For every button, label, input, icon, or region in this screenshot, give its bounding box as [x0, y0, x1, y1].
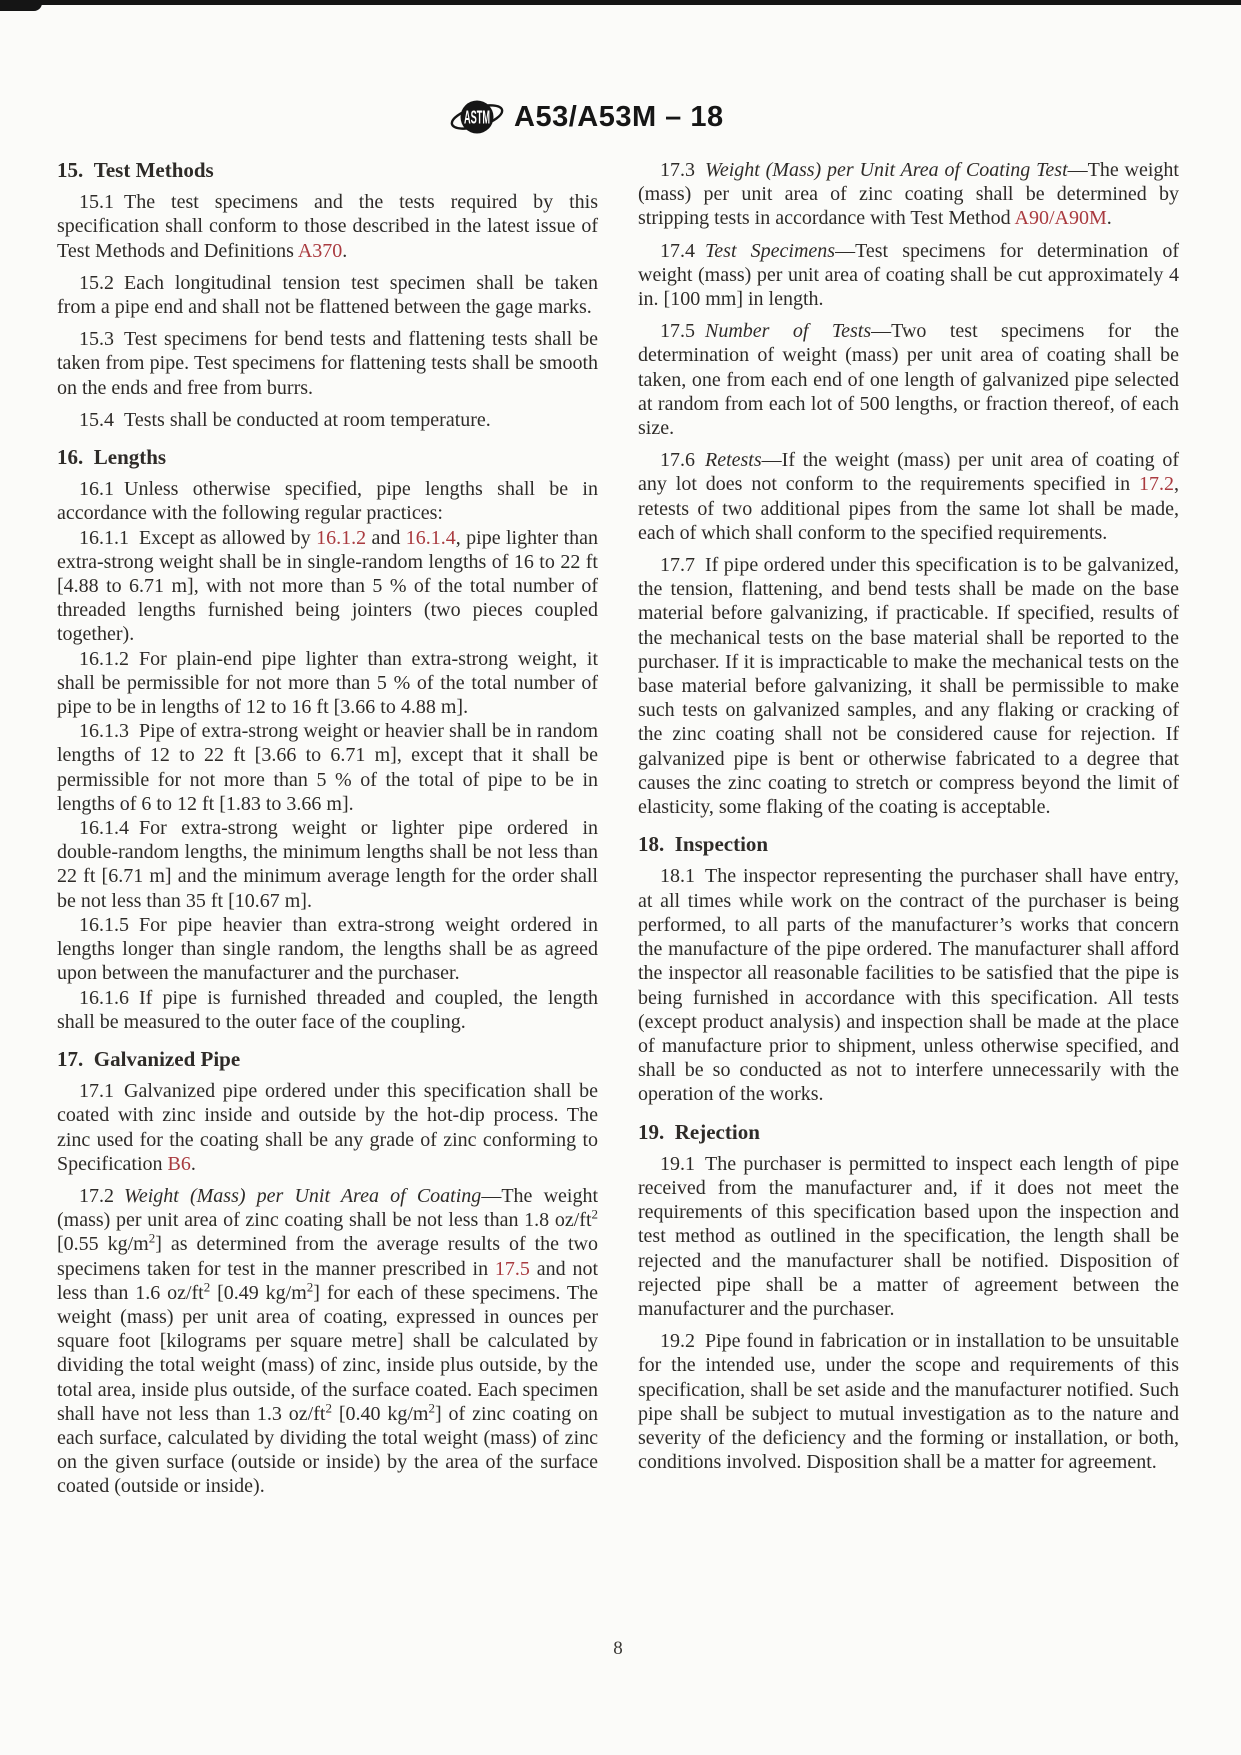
ref-link[interactable]: 17.5	[494, 1257, 530, 1280]
paragraph: 16.1.2 For plain-end pipe lighter than extra-strong weight, it shall be permissible for not more than 5 % of the total number of pipe to be in lengths of 12 to 16 ft [3.66 to 4.88 m].	[57, 647, 598, 719]
italic-term: Test Specimens	[705, 239, 836, 262]
astm-logo-text: ASTM	[463, 108, 491, 129]
paragraph: 16.1.4 For extra-strong weight or lighter pipe ordered in double-random lengths, the minimum lengths shall be not less than 22 ft [6.71 m] and the minimum average length for the order shall be not less than 35 ft [10.67 m].	[57, 817, 598, 912]
italic-term: Weight (Mass) per Unit Area of Coating Test	[705, 159, 1068, 181]
paragraph: 15.3 Test specimens for bend tests and flattening tests shall be taken from pipe. Test specimens for flattening tests shall be smooth on the ends and free from burrs.	[57, 328, 598, 399]
ref-link[interactable]: 16.1.4	[405, 526, 456, 549]
paragraph: 19.1 The purchaser is permitted to inspect each length of pipe received from the manufacturer and, if it does not meet the requirements of this specification based upon the inspection and test method as outlined in the specification, the length shall be rejected and the manufacturer shall be notified. Disposition of rejected pipe shall be a matter of agreement between the manufacturer and the purchaser.	[638, 1152, 1179, 1320]
paragraph: 17.2 Weight (Mass) per Unit Area of Coating—The weight (mass) per unit area of zinc coating shall be not less than 1.8 $oz/ft^2$ [0.55 $kg/m^2$] as determined from the average results of the two specimens taken for test in the manner prescribed in 17.5 and not less than 1.6 $oz/ft^2$ [0.49 $kg/m^2$] for each of these specimens. The weight (mass) per unit area of coating, expressed in ounces per square foot [kilograms per square metre] shall be calculated by dividing the total weight (mass) of zinc, inside plus outside, by the total area, inside plus outside, of the surface coated. Each specimen shall have not less than 1.3 $oz/ft^2$ [0.40 $kg/m^2$] of zinc coating on each surface, calculated by dividing the total weight (mass) of zinc on the given surface (outside or inside) by the area of the surface coated (outside or inside).	[57, 1184, 598, 1498]
superscript: 2	[325, 1400, 332, 1416]
ref-link[interactable]: A370	[297, 239, 343, 262]
section-heading: 19. Rejection	[638, 1119, 760, 1144]
paragraph: 17.6 Retests—If the weight (mass) per unit area of coating of any lot does not conform to the requirements specified in 17.2, retests of two additional pipes from the same lot shall be made, each of which shall conform to the specified requirements.	[638, 449, 1179, 544]
paragraph: 17.3 Weight (Mass) per Unit Area of Coating Test—The weight (mass) per unit area of zinc coating shall be determined by stripping tests in accordance with Test Method A90/A90M.	[638, 159, 1179, 230]
paragraph: 16.1 Unless otherwise specified, pipe lengths shall be in accordance with the following regular practices:	[57, 478, 598, 525]
superscript: 2	[428, 1400, 435, 1416]
section-heading: 16. Lengths	[57, 445, 167, 470]
doc-code: A53/A53M – 18	[514, 100, 724, 133]
paragraph: 16.1.5 For pipe heavier than extra-strong weight ordered in lengths longer than single random, the lengths shall be as agreed upon between the manufacturer and the purchaser.	[57, 913, 598, 985]
page-number: 8	[613, 1638, 623, 1659]
paragraph: 15.4 Tests shall be conducted at room temperature.	[79, 408, 491, 431]
right-column	[638, 158, 1179, 1499]
ref-link[interactable]: 17.2	[1139, 473, 1174, 496]
paragraph: 17.5 Number of Tests—Two test specimens for the determination of weight (mass) per unit area of coating shall be taken, one from each end of one length of galvanized pipe selected at random from each lot of 500 lengths, or fraction thereof, of each size.	[638, 320, 1179, 440]
paragraph: 17.7 If pipe ordered under this specification is to be galvanized, the tension, flattening, and bend tests shall be made on the base material before galvanizing, if practicable. If specified, results of the mechanical tests on the base material shall be reported to the purchaser. If it is impracticable to make the mechanical tests on the base material before galvanizing, it shall be permissible to make such tests on galvanized samples, and any flaking or cracking of the zinc coating shall not be considered cause for rejection. If galvanized pipe is bent or otherwise fabricated to a degree that causes the zinc coating to stretch or compress beyond the limit of elasticity, some flaking of the coating is acceptable.	[638, 554, 1179, 819]
left-column	[57, 158, 598, 1499]
paragraph: 16.1.1 Except as allowed by 16.1.2 and 16.1.4, pipe lighter than extra-strong weight shall be in single-random lengths of 16 to 22 ft [4.88 to 6.71 m], with not more than 5 % of the total number of threaded lengths furnished being jointers (two pieces coupled together).	[57, 526, 599, 646]
document-columns	[57, 158, 1179, 1499]
ref-link[interactable]: 16.1.2	[316, 526, 367, 549]
scan-artifact-corner	[0, 0, 42, 11]
paragraph: 18.1 The inspector representing the purchaser shall have entry, at all times while work on the contract of the purchaser is being performed, to all parts of the manufacturer’s works that concern the manufacture of the pipe ordered. The manufacturer shall afford the inspector all reasonable facilities to be satisfied that the pipe is being furnished in accordance with this specification. All tests (except product analysis) and inspection shall be made at the place of manufacture prior to shipment, unless otherwise specified, and shall be so conducted as not to interfere unnecessarily with the operation of the works.	[638, 865, 1179, 1106]
paragraph: 15.2 Each longitudinal tension test specimen shall be taken from a pipe end and shall not be flattened between the gage marks.	[57, 271, 598, 319]
doc-header	[450, 94, 724, 140]
paragraph: 19.2 Pipe found in fabrication or in installation to be unsuitable for the intended use, under the scope and requirements of this specification, shall be set aside and the manufacturer notified. Such pipe shall be subject to mutual investigation as to the nature and severity of the deficiency and the forming or installation, or both, conditions involved. Disposition shall be a matter for agreement.	[638, 1330, 1179, 1474]
italic-term: Weight (Mass) per Unit Area of Coating	[124, 1184, 482, 1207]
italic-term: Retests	[705, 449, 762, 472]
paragraph: 16.1.3 Pipe of extra-strong weight or heavier shall be in random lengths of 12 to 22 ft [3.66 to 6.71 m], except that it shall be permissible for not more than 5 % of the total of pipe to be in lengths of 6 to 12 ft [1.83 to 3.66 m].	[57, 720, 598, 815]
ref-link[interactable]: B6	[167, 1152, 191, 1175]
section-heading: 17. Galvanized Pipe	[57, 1046, 241, 1071]
section-heading: 18. Inspection	[638, 832, 769, 857]
scan-artifact-top	[0, 0, 1241, 5]
italic-term: Number of Tests	[705, 320, 872, 343]
section-heading: 15. Test Methods	[57, 158, 214, 182]
superscript: 2	[203, 1279, 211, 1295]
superscript: 2	[306, 1279, 314, 1295]
paragraph: 17.1 Galvanized pipe ordered under this specification shall be coated with zinc inside and outside by the hot-dip process. The zinc used for the coating shall be any grade of zinc conforming to Specification B6.	[57, 1080, 598, 1175]
superscript: 2	[148, 1230, 156, 1246]
paragraph: 15.1 The test specimens and the tests required by this specification shall conform to those described in the latest issue of Test Methods and Definitions A370.	[57, 191, 598, 262]
paragraph: 17.4 Test Specimens—Test specimens for determination of weight (mass) per unit area of coating shall be cut approximately 4 in. [100 mm] in length.	[638, 239, 1180, 311]
paragraph: 16.1.6 If pipe is furnished threaded and coupled, the length shall be measured to the outer face of the coupling.	[57, 986, 598, 1033]
astm-logo-icon	[450, 94, 504, 140]
ref-link[interactable]: A90/A90M	[1014, 207, 1107, 230]
superscript: 2	[591, 1206, 598, 1222]
